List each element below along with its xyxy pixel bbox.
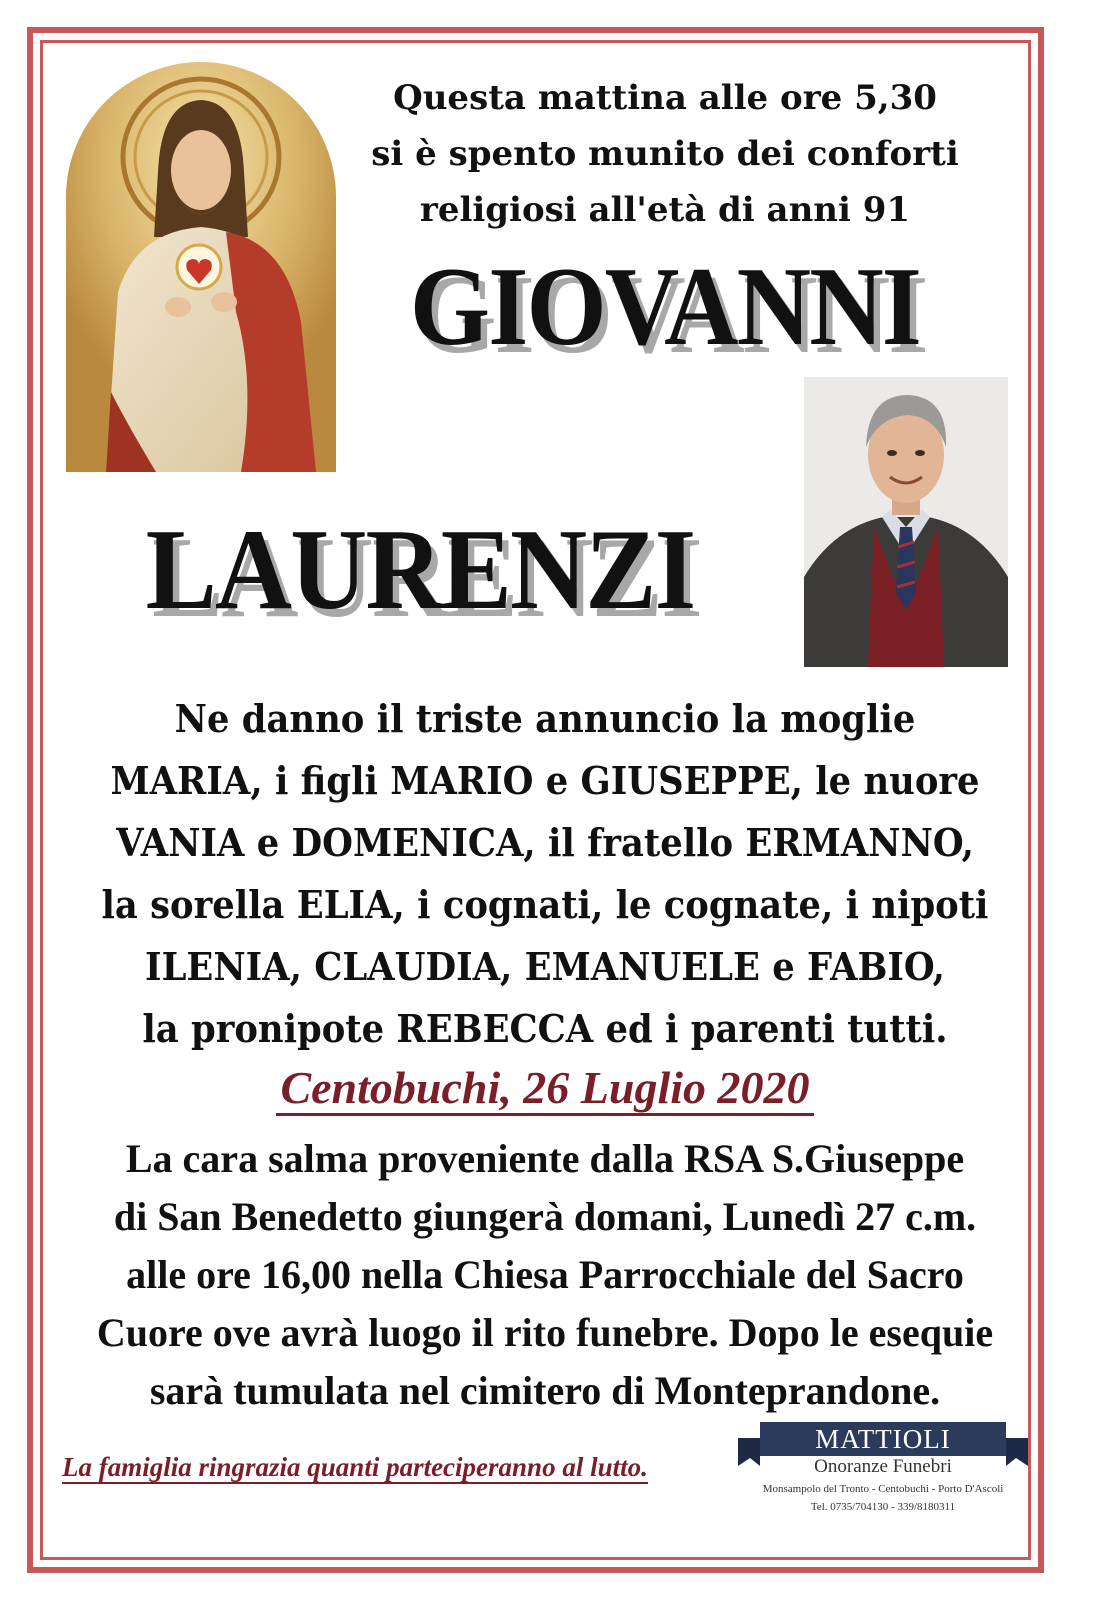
funeral-line: Cuore ove avrà luogo il rito funebre. Dopo le esequie	[96, 1310, 994, 1355]
sacred-heart-image	[66, 62, 336, 472]
intro-line: Questa mattina alle ore 5,30	[393, 78, 937, 118]
thanks-text: La famiglia ringrazia quanti parteciperanno al lutto.	[62, 1452, 648, 1482]
funeral-line: sarà tumulata nel cimitero di Monteprandone.	[149, 1368, 941, 1413]
funeral-line: alle ore 16,00 nella Chiesa Parrocchiale del Sacro	[126, 1252, 964, 1297]
logo-subtitle: Onoranze Funebri	[814, 1456, 952, 1477]
logo-name: MATTIOLI	[815, 1424, 951, 1454]
announcement-line: la sorella ELIA, i cognati, le cognate, i nipoti	[101, 882, 989, 927]
last-name: LAURENZI	[145, 506, 695, 634]
logo-phone: Tel. 0735/704130 - 339/8180311	[810, 1501, 956, 1513]
announcement-text	[50, 688, 1040, 1060]
announcement-line: MARIA, i figli MARIO e GIUSEPPE, le nuore	[110, 758, 980, 803]
funeral-home-logo	[738, 1420, 1028, 1520]
date-line	[50, 1058, 1040, 1118]
date-text: Centobuchi, 26 Luglio 2020	[276, 1062, 813, 1116]
intro-line: religiosi all'età di anni 91	[419, 190, 911, 230]
announcement-line: Ne danno il triste annuncio la moglie	[174, 696, 916, 741]
portrait-photo	[804, 377, 1008, 667]
announcement-line: VANIA e DOMENICA, il fratello ERMANNO,	[116, 820, 974, 865]
announcement-line: ILENIA, CLAUDIA, EMANUELE e FABIO,	[145, 944, 945, 989]
funeral-line: La cara salma proveniente dalla RSA S.Giuseppe	[125, 1136, 965, 1181]
intro-line: si è spento munito dei conforti	[371, 134, 959, 174]
funeral-line: di San Benedetto giungerà domani, Lunedì 27 c.m.	[113, 1194, 977, 1239]
announcement-line: la pronipote REBECCA ed i parenti tutti.	[142, 1006, 948, 1051]
thanks-line	[62, 1450, 702, 1484]
logo-places: Monsampolo del Tronto - Centobuchi - Porto D'Ascoli	[762, 1483, 1004, 1495]
intro-text	[345, 70, 985, 238]
first-name: GIOVANNI	[409, 245, 921, 369]
funeral-text	[50, 1130, 1040, 1420]
